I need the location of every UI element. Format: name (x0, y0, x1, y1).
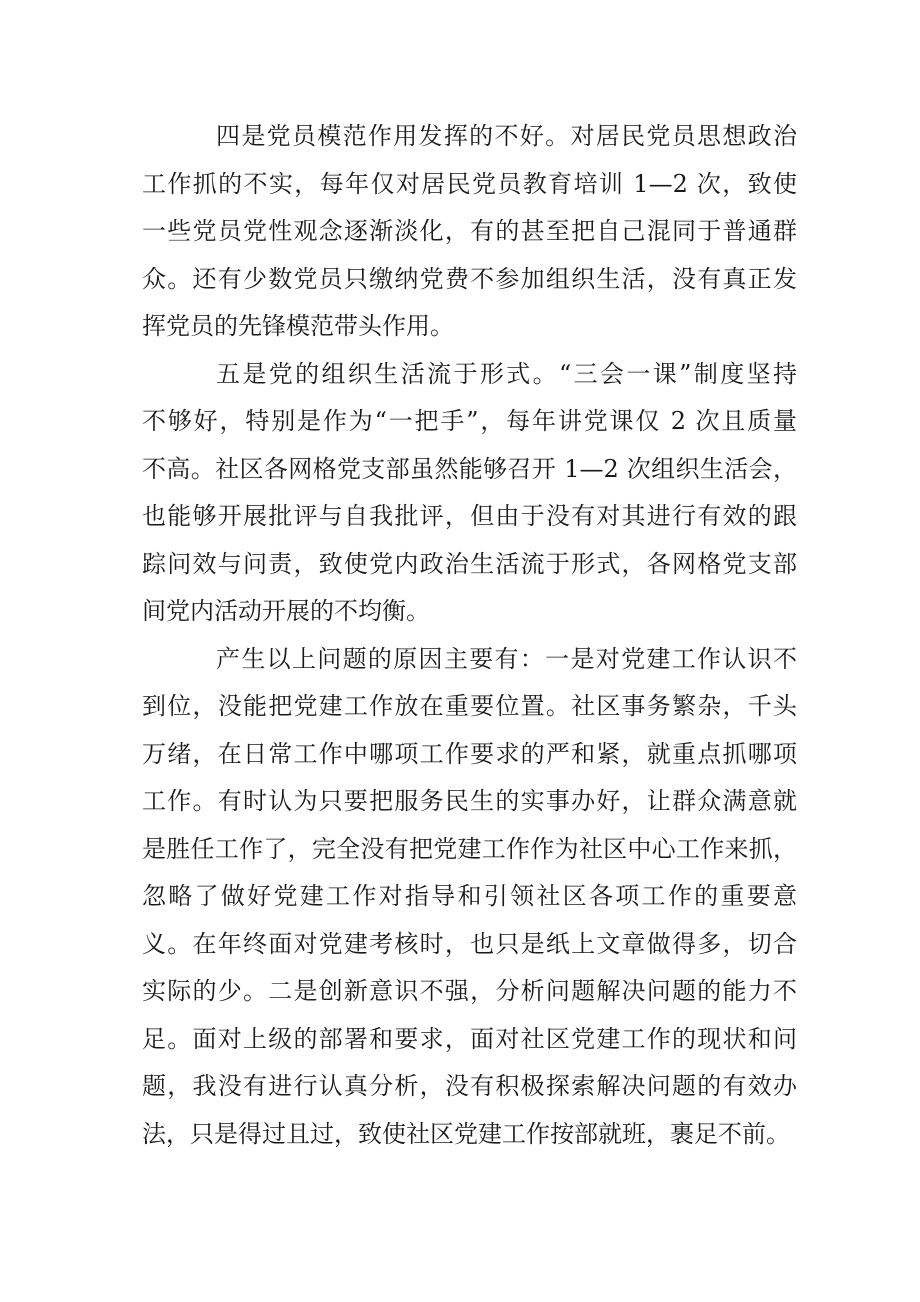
document-body (142, 113, 797, 1158)
text-line: 忽略了做好党建工作对指导和引领社区各项工作的重要意 (142, 882, 797, 910)
text-line: 一些党员党性观念逐渐淡化，有的甚至把自己混同于普通群 (142, 217, 797, 245)
text-line: 五是党的组织生活流于形式。“三会一课”制度坚持 (216, 359, 797, 388)
text-line: 足。面对上级的部署和要求，面对社区党建工作的现状和问 (142, 1024, 797, 1053)
text-line: 工作抓的不实，每年仅对居民党员教育培训 1—2 次，致使 (142, 169, 797, 198)
text-line: 不高。社区各网格党支部虽然能够召开 1—2 次组织生活会， (142, 454, 797, 483)
text-line: 题，我没有进行认真分析，没有积极探索解决问题的有效办 (142, 1072, 797, 1100)
text-line: 到位，没能把党建工作放在重要位置。社区事务繁杂，千头 (142, 692, 797, 720)
text-line: 实际的少。二是创新意识不强，分析问题解决问题的能力不 (142, 977, 797, 1005)
text-line: 不够好，特别是作为“一把手”，每年讲党课仅 2 次且质量 (142, 407, 797, 435)
text-line: 踪问效与问责，致使党内政治生活流于形式，各网格党支部 (142, 549, 797, 578)
paragraph-root-causes (142, 636, 797, 1159)
text-line: 四是党员模范作用发挥的不好。对居民党员思想政治 (216, 122, 797, 150)
text-line: 工作。有时认为只要把服务民生的实事办好，让群众满意就 (142, 787, 797, 815)
paragraph-party-member-role (142, 113, 797, 351)
text-line: 也能够开展批评与自我批评，但由于没有对其进行有效的跟 (142, 502, 797, 530)
text-line: 万绪，在日常工作中哪项工作要求的严和紧，就重点抓哪项 (142, 739, 797, 768)
paragraph-organizational-life (142, 351, 797, 636)
text-line: 产生以上问题的原因主要有：一是对党建工作认识不 (216, 644, 797, 673)
text-line: 法，只是得过且过，致使社区党建工作按部就班，裹足不前。 (142, 1119, 790, 1148)
text-line: 义。在年终面对党建考核时，也只是纸上文章做得多，切合 (142, 929, 797, 958)
text-line: 众。还有少数党员只缴纳党费不参加组织生活，没有真正发 (142, 264, 797, 293)
text-line: 间党内活动开展的不均衡。 (142, 597, 430, 625)
text-line: 是胜任工作了，完全没有把党建工作作为社区中心工作来抓， (142, 834, 797, 863)
text-line: 挥党员的先锋模范带头作用。 (142, 312, 454, 340)
